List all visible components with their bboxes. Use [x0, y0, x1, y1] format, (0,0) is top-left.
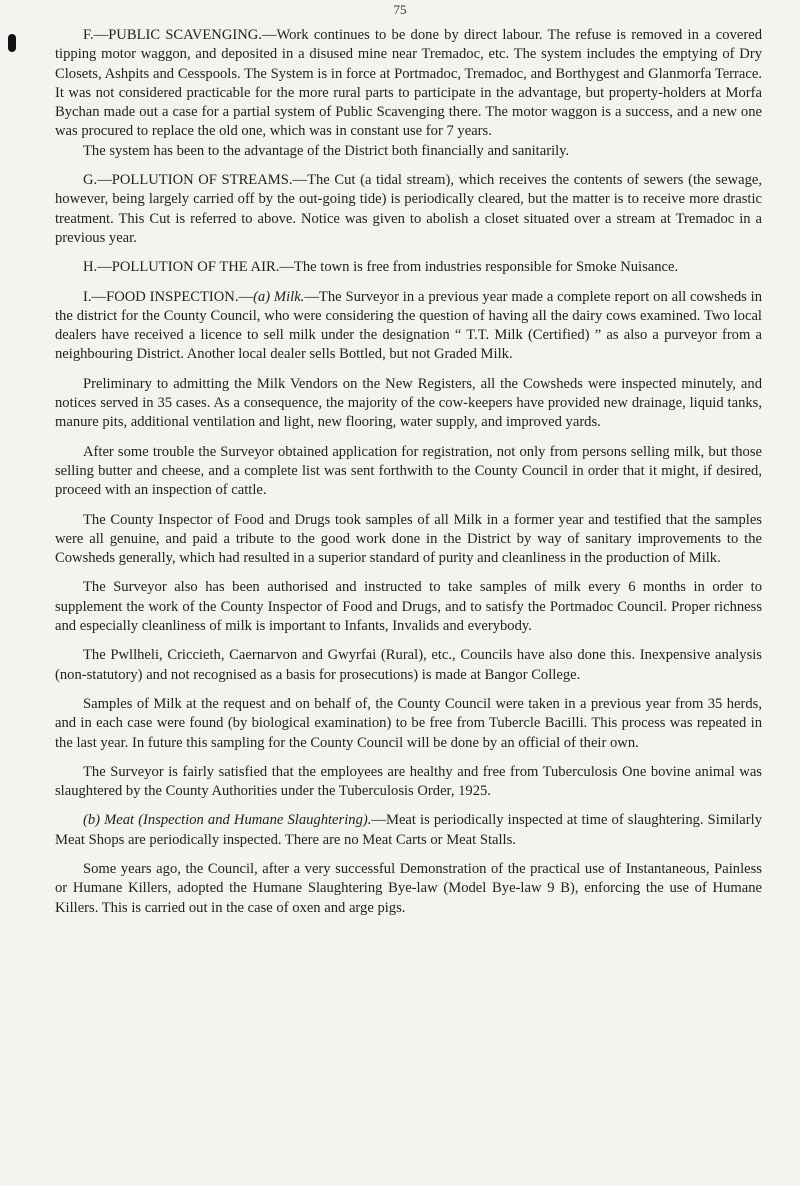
paragraph-pollution-air: H.—POLLUTION OF THE AIR.—The town is free from industries responsible for Smoke Nuisance. — [83, 259, 679, 276]
paragraph-cowsheds: Preliminary to admitting the Milk Vendors on the New Registers, all the Cowsheds were inspected minutely, and notices served in 35 cases. As a consequence, the majority of the cow-keepers have provided new drainage, liquid tanks, manure pits, additional ventilation and light, new flooring, water supply, and improved yards. — [55, 375, 762, 431]
paragraph-milk-samples: The Surveyor also has been authorised and instructed to take samples of milk every 6 months in order to supplement the work of the County Inspector of Food and Drugs, and to satisfy the Portmadoc Council. Proper richness and especially cleanliness of milk is important to Infants, Invalids and everybody. — [55, 579, 762, 635]
paragraph-scavenging-advantage: The system has been to the advantage of the District both financially and sanitarily. — [83, 142, 570, 159]
paragraph-food-inspection-milk — [55, 288, 762, 365]
section-heading-food: I.—FOOD INSPECTION.— — [83, 288, 254, 305]
subheading-meat: (b) Meat (Inspection and Humane Slaughtering). — [83, 812, 372, 829]
page-number: 75 — [393, 2, 407, 17]
paragraph-registration: After some trouble the Surveyor obtained application for registration, not only from persons selling milk, but those selling butter and cheese, and a complete list was sent forthwith to the County Council in order that it might, if desired, proceed with an inspection of cattle. — [55, 443, 762, 499]
paragraph-meat-inspection — [55, 811, 762, 850]
paragraph-tubercle: Samples of Milk at the request and on behalf of, the County Council were taken in a previous year from 35 herds, and in each case were found (by biological examination) to be free from Tubercle Bacilli. This process was repeated in the last year. In future this sampling for the County Council will be done by an official of their own. — [55, 695, 762, 751]
paragraph-employees: The Surveyor is fairly satisfied that the employees are healthy and free from Tuberculosis One bovine animal was slaughtered by the County Authorities under the Tuberculosis Order, 1925. — [55, 763, 762, 800]
document-body — [55, 26, 762, 928]
paragraph-public-scavenging: F.—PUBLIC SCAVENGING.—Work continues to be done by direct labour. The refuse is removed in a covered tipping motor waggon, and deposited in a disused mine near Tremadoc, etc. The system includes the emptying of Dry Closets, Ashpits and Cesspools. The System is in force at Portmadoc, Tremadoc, and Borthygest and Glanmorfa Terrace. It was not considered practicable for the more rural parts to participate in the advantage, but property-holders at Morfa Bychan made out a case for a partial system of Public Scavenging there. The motor waggon is a success, and a new one was procured to replace the old one, which was in constant use for 7 years. — [55, 27, 762, 140]
paragraph-text: —The Surveyor in a previous year made a complete report on all cowsheds in the district for the County Council, who were considering the question of having all the dairy cows examined. Two local dealers have received a licence to sell milk under the designation “ T.T. Milk (Certified) ” as also a purveyor from a neighbouring District. Another local dealer sells Bottled, but not Graded Milk. — [55, 288, 763, 363]
paragraph-pollution-streams: G.—POLLUTION OF STREAMS.—The Cut (a tidal stream), which receives the contents of sewers (the sewage, however, being largely carried off by the out-going tide) is periodically cleared, but the matter is to receive more drastic treatment. This Cut is referred to above. Notice was given to abolish a closet situated over a stream at Tremadoc in a previous year. — [55, 172, 762, 246]
binding-hole-mark — [8, 34, 16, 52]
paragraph-county-inspector: The County Inspector of Food and Drugs took samples of all Milk in a former year and testified that the samples were all genuine, and paid a tribute to the good work done in the District by way of sanitary improvements to the Cowsheds generally, which had resulted in a superior standard of purity and cleanliness in the production of Milk. — [55, 511, 762, 567]
subheading-milk: (a) Milk. — [253, 288, 305, 305]
paragraph-councils: The Pwllheli, Criccieth, Caernarvon and Gwyrfai (Rural), etc., Councils have also done this. Inexpensive analysis (non-statutory) and not recognised as a basis for prosecutions) is made at Bangor College. — [55, 647, 762, 683]
paragraph-humane-killers: Some years ago, the Council, after a very successful Demonstration of the practical use of Instantaneous, Painless or Humane Killers, adopted the Humane Slaughtering Bye-law (Model Bye-law 9 B), enforcing the use of Humane Killers. This is carried out in the case of oxen and arge pigs. — [55, 860, 762, 916]
paragraph-text: —Meat is periodically inspected at time of slaughtering. Similarly Meat Shops are periodically inspected. There are no Meat Carts or Meat Stalls. — [55, 812, 762, 848]
